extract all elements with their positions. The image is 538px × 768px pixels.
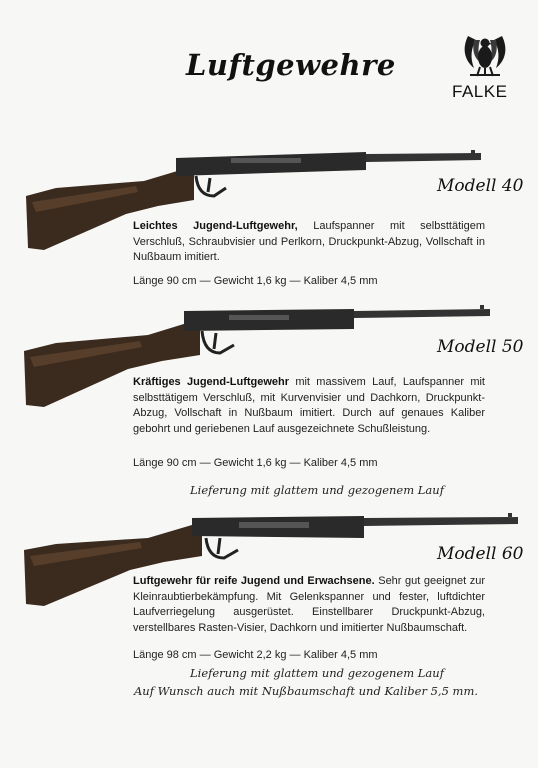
falke-logo xyxy=(452,30,522,102)
falcon-icon xyxy=(460,30,510,80)
model-specs: Länge 90 cm — Gewicht 1,6 kg — Kaliber 4,5 mm xyxy=(133,275,378,287)
delivery-note: Lieferung mit glattem und gezogenem Lauf xyxy=(190,666,444,680)
model-label: Modell 40 xyxy=(437,176,524,196)
model-label: Modell 60 xyxy=(437,544,524,564)
model-specs: Länge 98 cm — Gewicht 2,2 kg — Kaliber 4,5 mm xyxy=(133,649,378,661)
model-text: mit massivem Lauf, Laufspanner mit selbsttätigem Verschluß, mit Kurvenvisier und Dachkorn, Druckpunkt-Abzug, Vollschaft in Nußbaum imitiert. Durch auf genaues Kaliber gebohrt und geriebenen Lauf ausgezeichnete Schußleistung. xyxy=(133,376,485,435)
extra-note: Auf Wunsch auch mit Nußbaumschaft und Kaliber 5,5 mm. xyxy=(134,684,479,698)
model-text: Laufspanner mit selbsttätigem Verschluß, Schraubvisier und Perlkorn, Druckpunkt-Abzug, Vollschaft in Nußbaum imitiert. xyxy=(133,220,485,263)
delivery-note: Lieferung mit glattem und gezogenem Lauf xyxy=(190,483,444,497)
model-headline: Luftgewehr für reife Jugend und Erwachsene. xyxy=(133,575,375,587)
brand-name: FALKE xyxy=(452,82,508,101)
model-description xyxy=(133,574,485,636)
model-description xyxy=(133,219,485,266)
page-title: Luftgewehre xyxy=(186,48,396,82)
model-text: Sehr gut geeignet zur Kleinraubtierbekämpfung. Mit Gelenkspanner und fester, luftdichter Laufverriegelung ausgerüstet. Einstellbarer Druckpunkt-Abzug, verstellbares Rasten-Visier, Dachkorn und imitierter Nußbaumschaft. xyxy=(133,575,485,634)
model-headline: Kräftiges Jugend-Luftgewehr xyxy=(133,376,290,388)
model-label: Modell 50 xyxy=(437,337,524,357)
model-specs: Länge 90 cm — Gewicht 1,6 kg — Kaliber 4,5 mm xyxy=(133,457,378,469)
model-description xyxy=(133,375,485,437)
model-headline: Leichtes Jugend-Luftgewehr, xyxy=(133,220,298,232)
